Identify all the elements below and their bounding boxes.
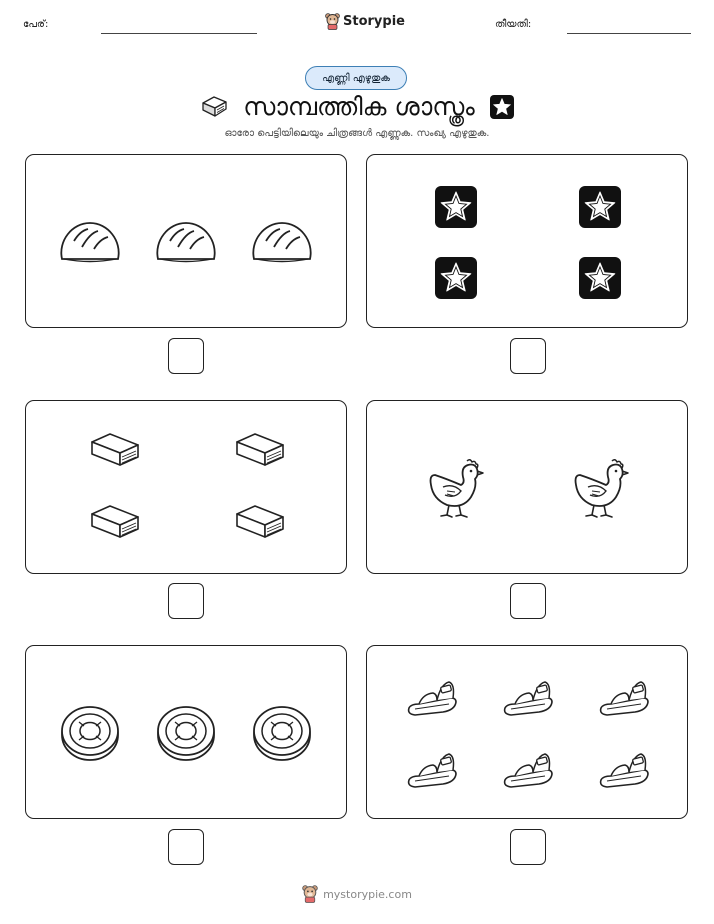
name-line[interactable] xyxy=(101,33,257,34)
brand-name: Storypie xyxy=(343,14,405,29)
footer xyxy=(0,885,714,903)
count-box-book xyxy=(25,400,347,574)
answer-box[interactable] xyxy=(168,338,204,374)
answer-box[interactable] xyxy=(510,583,546,619)
instructions: ഓരോ പെട്ടിയിലെയും ചിത്രങ്ങൾ എണ്ണുക. സംഖ്യ എഴുതുക. xyxy=(224,128,490,139)
sandal-icon xyxy=(405,748,459,790)
book-icon xyxy=(199,94,229,120)
page-title: സാമ്പത്തിക ശാസ്ത്രം xyxy=(243,92,475,121)
answer-box[interactable] xyxy=(168,829,204,865)
book-icon xyxy=(231,431,287,473)
star-icon xyxy=(434,185,478,229)
sandal-icon xyxy=(597,676,651,718)
count-box-bread xyxy=(25,154,347,328)
bear-mascot-icon xyxy=(325,13,340,30)
count-box-sandal xyxy=(366,645,688,819)
bread-icon xyxy=(154,217,218,267)
star-icon xyxy=(434,256,478,300)
answer-box[interactable] xyxy=(510,829,546,865)
brand-logo xyxy=(325,13,405,30)
star-icon xyxy=(578,256,622,300)
book-icon xyxy=(86,503,142,545)
book-icon xyxy=(231,503,287,545)
answer-box[interactable] xyxy=(168,583,204,619)
coin-icon xyxy=(156,704,216,762)
hen-icon xyxy=(570,457,630,521)
answer-box[interactable] xyxy=(510,338,546,374)
sandal-icon xyxy=(597,748,651,790)
star-icon xyxy=(578,185,622,229)
bread-icon xyxy=(250,217,314,267)
date-label: തീയതി: xyxy=(495,19,532,30)
name-label: പേര്: xyxy=(23,19,49,30)
count-box-hen xyxy=(366,400,688,574)
bear-mascot-icon xyxy=(302,885,318,903)
date-line[interactable] xyxy=(567,33,691,34)
coin-icon xyxy=(60,704,120,762)
footer-url[interactable]: mystorypie.com xyxy=(323,887,412,901)
sandal-icon xyxy=(405,676,459,718)
sandal-icon xyxy=(501,748,555,790)
sandal-icon xyxy=(501,676,555,718)
hen-icon xyxy=(425,457,485,521)
count-box-star xyxy=(366,154,688,328)
star-icon xyxy=(489,94,515,120)
count-box-coin xyxy=(25,645,347,819)
title-row xyxy=(0,92,714,122)
activity-badge: എണ്ണി എഴുതുക xyxy=(305,66,407,90)
coin-icon xyxy=(252,704,312,762)
bread-icon xyxy=(58,217,122,267)
book-icon xyxy=(86,431,142,473)
